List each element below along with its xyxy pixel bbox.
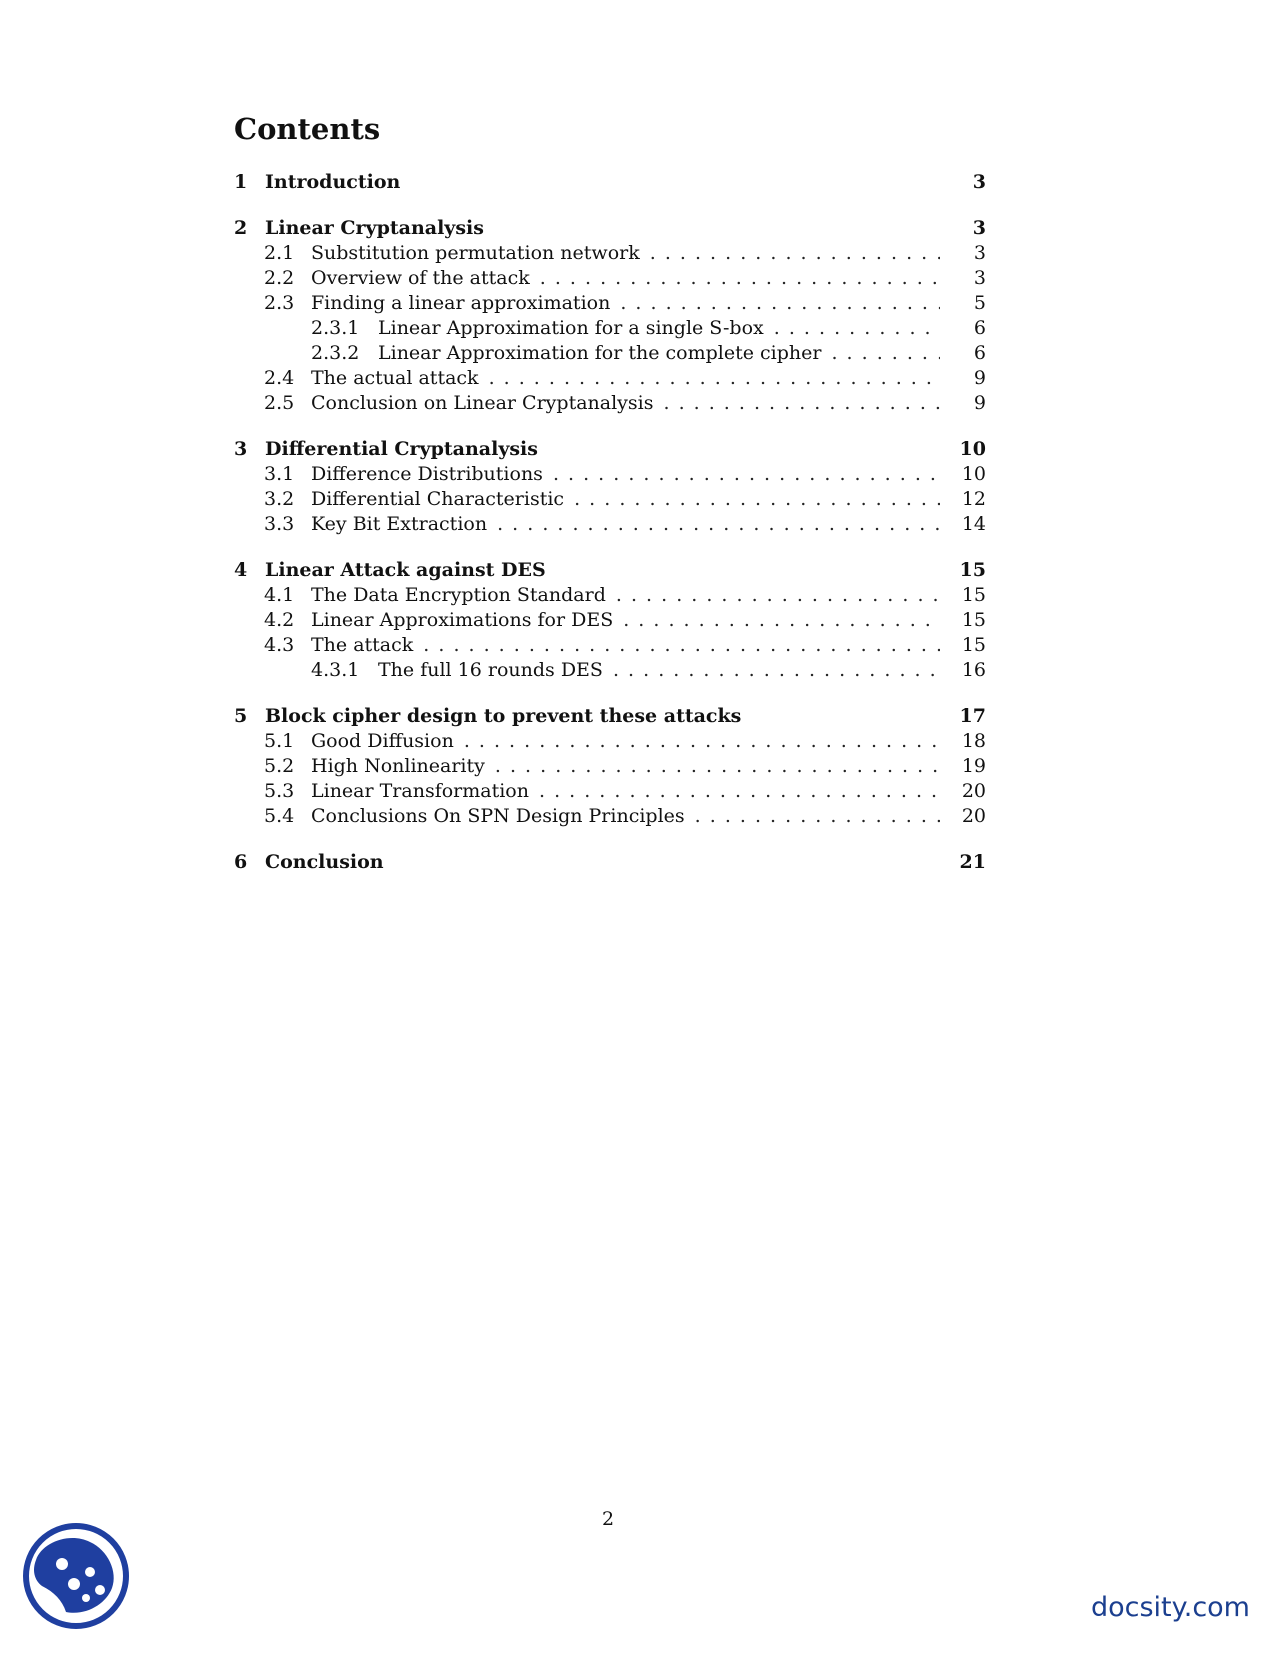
section-number: 5 bbox=[234, 705, 248, 727]
subsection-page-number: 20 bbox=[961, 780, 986, 802]
subsection-title: Conclusions On SPN Design Principles bbox=[311, 805, 685, 827]
subsubsection-title: The full 16 rounds DES bbox=[378, 659, 603, 681]
subsection-number: 3.3 bbox=[264, 513, 295, 535]
dot-leader bbox=[616, 583, 940, 608]
dot-leader bbox=[553, 462, 940, 487]
subsection-number: 2.5 bbox=[264, 392, 295, 414]
dot-leader bbox=[663, 391, 940, 416]
subsubsection-page-number: 6 bbox=[973, 317, 986, 339]
dot-leader bbox=[620, 291, 940, 316]
dot-leader bbox=[650, 241, 940, 266]
subsubsection-page-number: 16 bbox=[961, 659, 986, 681]
dot-leader bbox=[464, 729, 940, 754]
subsection-title: The actual attack bbox=[311, 367, 479, 389]
toc-subsection-entry[interactable] bbox=[234, 779, 986, 804]
subsection-number: 5.3 bbox=[264, 780, 295, 802]
subsection-title: The attack bbox=[311, 634, 414, 656]
subsection-page-number: 18 bbox=[961, 730, 986, 752]
subsection-number: 5.2 bbox=[264, 755, 295, 777]
toc-section-entry[interactable] bbox=[234, 704, 986, 729]
section-page-number: 15 bbox=[959, 559, 986, 581]
section-title: Linear Attack against DES bbox=[265, 559, 546, 581]
subsection-page-number: 15 bbox=[961, 609, 986, 631]
section-number: 1 bbox=[234, 171, 248, 193]
subsection-page-number: 15 bbox=[961, 584, 986, 606]
dot-leader bbox=[623, 608, 940, 633]
subsection-number: 2.4 bbox=[264, 367, 295, 389]
section-title: Differential Cryptanalysis bbox=[265, 438, 538, 460]
subsection-number: 2.1 bbox=[264, 242, 295, 264]
subsection-number: 4.1 bbox=[264, 584, 295, 606]
toc-section-entry[interactable] bbox=[234, 558, 986, 583]
dot-leader bbox=[497, 512, 940, 537]
subsection-number: 2.2 bbox=[264, 267, 295, 289]
toc-subsubsection-entry[interactable] bbox=[234, 658, 986, 683]
toc-subsection-entry[interactable] bbox=[234, 583, 986, 608]
subsection-title: Key Bit Extraction bbox=[311, 513, 488, 535]
toc-subsection-entry[interactable] bbox=[234, 462, 986, 487]
subsection-title: High Nonlinearity bbox=[311, 755, 485, 777]
subsubsection-number: 2.3.1 bbox=[311, 317, 360, 339]
subsection-page-number: 3 bbox=[973, 267, 986, 289]
toc-section-entry[interactable] bbox=[234, 850, 986, 875]
toc-subsubsection-entry[interactable] bbox=[234, 316, 986, 341]
subsection-title: Linear Approximations for DES bbox=[311, 609, 614, 631]
toc-subsection-entry[interactable] bbox=[234, 804, 986, 829]
subsection-title: Substitution permutation network bbox=[311, 242, 640, 264]
dot-leader bbox=[495, 754, 940, 779]
subsection-title: Difference Distributions bbox=[311, 463, 543, 485]
toc-section-entry[interactable] bbox=[234, 437, 986, 462]
toc-subsection-entry[interactable] bbox=[234, 729, 986, 754]
dot-leader bbox=[831, 341, 940, 366]
section-title: Linear Cryptanalysis bbox=[265, 217, 484, 239]
subsection-page-number: 5 bbox=[973, 292, 986, 314]
subsection-page-number: 9 bbox=[973, 367, 986, 389]
toc-section-entry[interactable] bbox=[234, 216, 986, 241]
subsubsection-number: 2.3.2 bbox=[311, 342, 360, 364]
subsubsection-title: Linear Approximation for a single S-box bbox=[378, 317, 764, 339]
subsection-page-number: 10 bbox=[961, 463, 986, 485]
section-number: 3 bbox=[234, 438, 248, 460]
toc-subsubsection-entry[interactable] bbox=[234, 341, 986, 366]
subsubsection-page-number: 6 bbox=[973, 342, 986, 364]
subsection-page-number: 19 bbox=[961, 755, 986, 777]
subsection-page-number: 15 bbox=[961, 634, 986, 656]
subsection-number: 3.2 bbox=[264, 488, 295, 510]
subsection-title: Linear Transformation bbox=[311, 780, 529, 802]
section-page-number: 17 bbox=[959, 705, 986, 727]
toc-heading: Contents bbox=[234, 112, 381, 146]
dot-leader bbox=[695, 804, 940, 829]
table-of-contents bbox=[234, 170, 986, 875]
section-number: 4 bbox=[234, 559, 248, 581]
subsubsection-title: Linear Approximation for the complete cipher bbox=[378, 342, 822, 364]
subsection-number: 4.2 bbox=[264, 609, 295, 631]
subsection-title: Differential Characteristic bbox=[311, 488, 565, 510]
subsection-title: Good Diffusion bbox=[311, 730, 454, 752]
subsection-number: 5.4 bbox=[264, 805, 295, 827]
toc-subsection-entry[interactable] bbox=[234, 633, 986, 658]
subsection-number: 5.1 bbox=[264, 730, 295, 752]
section-number: 2 bbox=[234, 217, 248, 239]
docsity-brand-link[interactable]: docsity.com bbox=[1090, 1592, 1250, 1623]
dot-leader bbox=[539, 779, 940, 804]
section-page-number: 10 bbox=[959, 438, 986, 460]
toc-subsection-entry[interactable] bbox=[234, 291, 986, 316]
toc-subsection-entry[interactable] bbox=[234, 241, 986, 266]
dot-leader bbox=[613, 658, 940, 683]
subsection-title: Finding a linear approximation bbox=[311, 292, 611, 314]
subsection-number: 3.1 bbox=[264, 463, 295, 485]
section-title: Conclusion bbox=[265, 851, 384, 873]
subsection-number: 4.3 bbox=[264, 634, 295, 656]
section-page-number: 3 bbox=[972, 217, 986, 239]
subsection-title: Conclusion on Linear Cryptanalysis bbox=[311, 392, 654, 414]
subsection-title: The Data Encryption Standard bbox=[311, 584, 606, 606]
subsection-page-number: 20 bbox=[961, 805, 986, 827]
toc-section-entry[interactable] bbox=[234, 170, 986, 195]
subsection-page-number: 14 bbox=[961, 513, 986, 535]
subsection-number: 2.3 bbox=[264, 292, 295, 314]
subsubsection-number: 4.3.1 bbox=[311, 659, 360, 681]
toc-subsection-entry[interactable] bbox=[234, 608, 986, 633]
subsection-page-number: 3 bbox=[973, 242, 986, 264]
section-title: Block cipher design to prevent these attacks bbox=[265, 705, 742, 727]
section-page-number: 21 bbox=[959, 851, 986, 873]
subsection-page-number: 12 bbox=[961, 488, 986, 510]
section-title: Introduction bbox=[265, 171, 401, 193]
subsection-page-number: 9 bbox=[973, 392, 986, 414]
dot-leader bbox=[774, 316, 940, 341]
page-number: 2 bbox=[601, 1508, 615, 1530]
dot-leader bbox=[489, 366, 940, 391]
toc-subsection-entry[interactable] bbox=[234, 366, 986, 391]
toc-subsection-entry[interactable] bbox=[234, 391, 986, 416]
subsection-title: Overview of the attack bbox=[311, 267, 530, 289]
docsity-logo-icon[interactable] bbox=[20, 1520, 132, 1632]
toc-subsection-entry[interactable] bbox=[234, 754, 986, 779]
toc-subsection-entry[interactable] bbox=[234, 487, 986, 512]
section-page-number: 3 bbox=[972, 171, 986, 193]
section-number: 6 bbox=[234, 851, 248, 873]
dot-leader bbox=[540, 266, 940, 291]
dot-leader bbox=[423, 633, 940, 658]
dot-leader bbox=[574, 487, 940, 512]
toc-subsection-entry[interactable] bbox=[234, 266, 986, 291]
toc-subsection-entry[interactable] bbox=[234, 512, 986, 537]
